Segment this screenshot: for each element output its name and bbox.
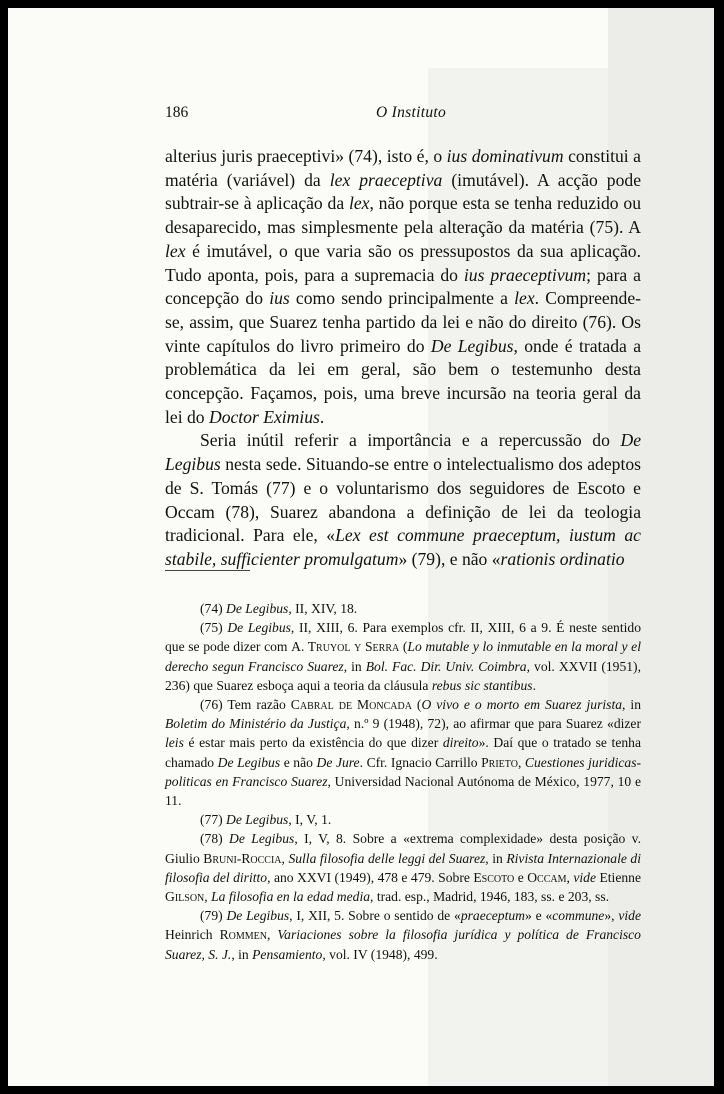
- footnotes: [165, 599, 641, 964]
- footnote-77: (77) De Legibus, I, V, 1.: [200, 812, 332, 828]
- page-header: [165, 104, 645, 124]
- footnote-79: (79) De Legibus, I, XII, 5. Sobre o sentido de «praeceptum» e «commune», vide Heinrich Rommen, Variaciones sobre la filosofia jurídica y política de Francisco Suarez, S. J., in Pensamiento, vol. IV (1948), 499.: [165, 908, 641, 962]
- footnote-74: (74) De Legibus, II, XIV, 18.: [200, 601, 358, 616]
- main-text: [165, 145, 641, 572]
- paragraph-1: alterius juris praeceptivi» (74), isto é, o ius dominativum constitui a matéria (variável) da lex praeceptiva (imutável). A acção pode subtrair-se à aplicação da lex, não porque esta se tenha reduzido ou desaparecido, mas simplesmente pela alteração da matéria (75). A lex é imutável, o que varia são os pressupostos da sua aplicação. Tudo aponta, pois, para a supremacia do ius praeceptivum; para a concepção do ius como sendo principalmente a lex. Compreende-se, assim, que Suarez tenha partido da lei e não do direito (76). Os vinte capítulos do livro primeiro do De Legibus, onde é tratada a problemática da lei em geral, são bem o testemunho desta concepção. Façamos, pois, uma breve incursão na teoria geral da lei do Doctor Eximius.: [165, 146, 642, 427]
- book-page: [8, 8, 714, 1086]
- page-number: 186: [165, 104, 189, 121]
- footnote-separator: [165, 570, 250, 571]
- footnote-76: (76) Tem razão Cabral de Moncada (O vivo e o morto em Suarez jurista, in Boletim do Ministério da Justiça, n.º 9 (1948), 72), ao afirmar que para Suarez «dizer leis é estar mais perto da existência do que dizer direito». Daí que o tratado se tenha chamado De Legibus e não De Jure. Cfr. Ignacio Carrillo Prieto, Cuestiones juridicas-politicas en Francisco Suarez, Universidad Nacional Autónoma de México, 1977, 10 e 11.: [165, 697, 642, 809]
- footnote-75: (75) De Legibus, II, XIII, 6. Para exemplos cfr. II, XIII, 6 a 9. É neste sentido que se pode dizer com A. Truyol y Serra (Lo mutable y lo inmutable en la moral y el derecho segun Francisco Suarez, in Bol. Fac. Dir. Univ. Coimbra, vol. XXVII (1951), 236) que Suarez esboça aqui a teoria da cláusula rebus sic stantibus.: [165, 620, 642, 693]
- footnote-78: (78) De Legibus, I, V, 8. Sobre a «extrema complexidade» desta posição v. Giulio Bruni-Roccia, Sulla filosofia delle leggi del Suarez, in Rivista Internazionale di filosofia del diritto, ano XXVI (1949), 478 e 479. Sobre Escoto e Occam, vide Etienne Gilson, La filosofia en la edad media, trad. esp., Madrid, 1946, 183, ss. e 203, ss.: [165, 831, 641, 905]
- paragraph-2: Seria inútil referir a importância e a repercussão do De Legibus nesta sede. Situando-se entre o intelectualismo dos adeptos de S. Tomás (77) e o voluntarismo dos seguidores de Escoto e Occam (78), Suarez abandona a definição de lei da teologia tradicional. Para ele, «Lex est commune praeceptum, iustum ac stabile, sufficienter promulgatum» (79), e não «rationis ordinatio: [165, 430, 641, 569]
- running-head: O Instituto: [376, 104, 447, 121]
